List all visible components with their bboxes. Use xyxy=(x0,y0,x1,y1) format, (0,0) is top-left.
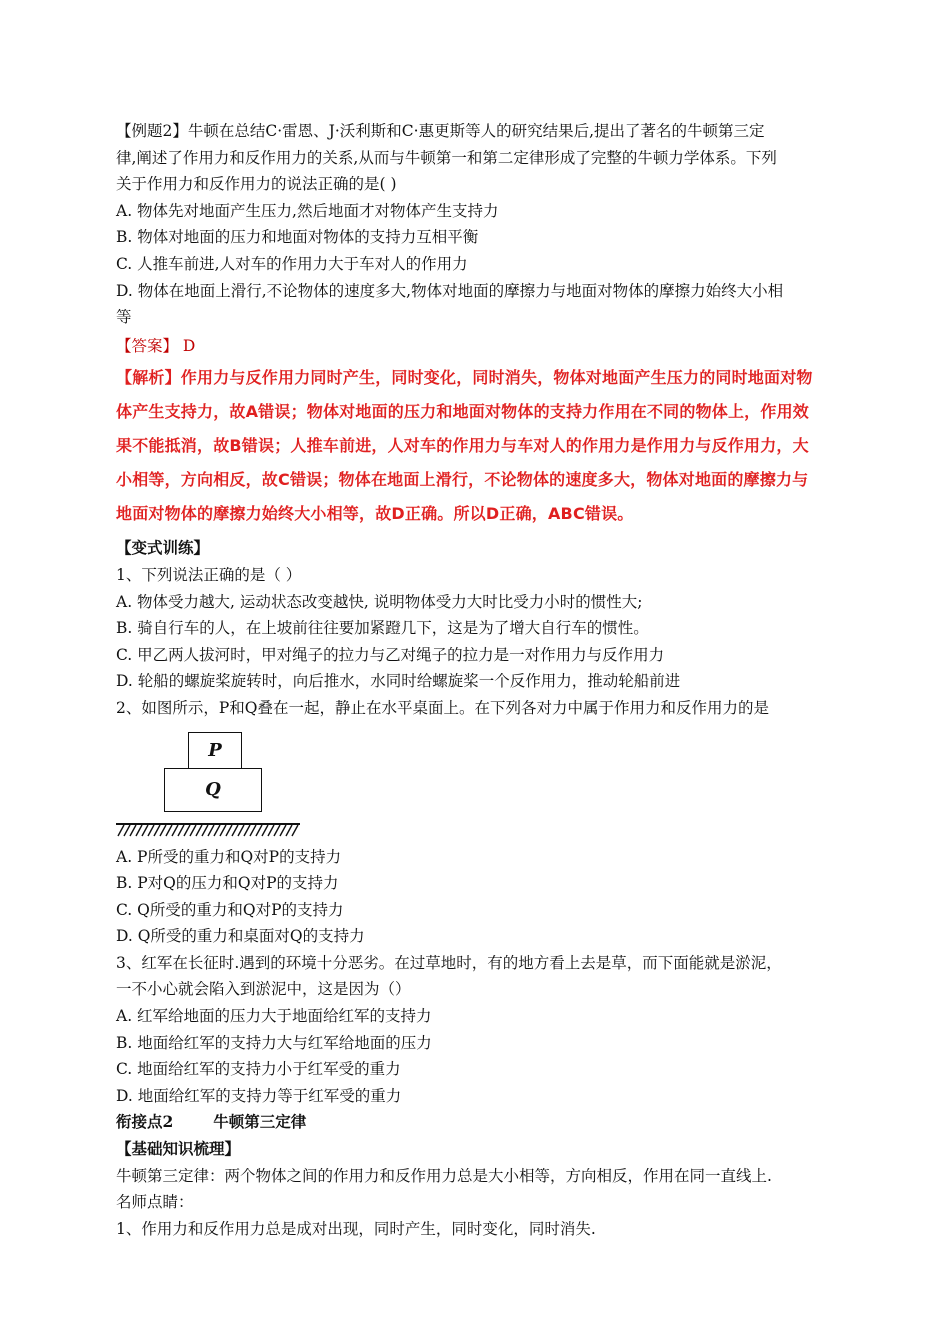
q1-option-c: C. 甲乙两人拔河时，甲对绳子的拉力与乙对绳子的拉力是一对作用力与反作用力 xyxy=(116,645,665,664)
q2-option-d: D. Q所受的重力和桌面对Q的支持力 xyxy=(116,927,365,946)
q2-option-c: C. Q所受的重力和Q对P的支持力 xyxy=(116,900,344,919)
section-heading xyxy=(116,1109,846,1136)
q3-stem-line: 3、红军在长征时.遇到的环境十分恶劣。在过草地时，有的地方看上去是草，而下面能就是淤泥， xyxy=(116,953,782,972)
analysis-line: 果不能抵消，故B错误；人推车前进，人对车的作用力与车对人的作用力是作用力与反作用力，大 xyxy=(116,436,809,456)
variant-title: 【变式训练】 xyxy=(116,538,210,558)
q2-option-a: A. P所受的重力和Q对P的支持力 xyxy=(116,847,342,866)
analysis-line: 【解析】作用力与反作用力同时产生，同时变化，同时消失，物体对地面产生压力的同时地面对物 xyxy=(116,368,813,388)
q3-option-a: A. 红军给地面的压力大于地面给红军的支持力 xyxy=(116,1007,432,1026)
q2-figure-blocks xyxy=(116,726,306,844)
ground-hatch xyxy=(116,822,302,838)
example-2-option-b: B. 物体对地面的压力和地面对物体的支持力互相平衡 xyxy=(116,228,479,247)
q3-option-b: B. 地面给红军的支持力大与红军给地面的压力 xyxy=(116,1033,432,1052)
q1-option-b: B. 骑自行车的人，在上坡前往往要加紧蹬几下，这是为了增大自行车的惯性。 xyxy=(116,619,649,638)
analysis-line: 小相等，方向相反，故C错误；物体在地面上滑行，不论物体的速度多大，物体对地面的摩擦力与 xyxy=(116,470,809,490)
example-2-answer: 【答案】 D xyxy=(116,336,196,355)
block-q: Q xyxy=(164,768,262,812)
section-newton-third-law xyxy=(116,1109,846,1242)
q3-option-d: D. 地面给红军的支持力等于红军受的重力 xyxy=(116,1086,402,1105)
example-2-option-d: D. 物体在地面上滑行,不论物体的速度多大,物体对地面的摩擦力与地面对物体的摩擦力始终大小相 xyxy=(116,281,784,300)
q1-stem: 1、下列说法正确的是（ ） xyxy=(116,565,302,584)
document-page xyxy=(116,118,846,1242)
tip-1: 1、作用力和反作用力总是成对出现，同时产生，同时变化，同时消失. xyxy=(116,1219,596,1238)
analysis-line: 体产生支持力，故A错误；物体对地面的压力和地面对物体的支持力作用在不同的物体上，作用效 xyxy=(116,402,809,422)
tips-label: 名师点睛： xyxy=(116,1193,194,1212)
block-p: P xyxy=(188,732,242,770)
analysis-line: 地面对物体的摩擦力始终大小相等，故D正确。所以D正确，ABC错误。 xyxy=(116,504,634,524)
example-2-option-c: C. 人推车前进,人对车的作用力大于车对人的作用力 xyxy=(116,254,468,273)
example-2 xyxy=(116,118,846,531)
section-heading-number: 衔接点2 xyxy=(116,1112,174,1132)
newton-third-law-statement: 牛顿第三定律：两个物体之间的作用力和反作用力总是大小相等，方向相反，作用在同一直线上. xyxy=(116,1166,772,1185)
q3-stem-line: 一不小心就会陷入到淤泥中，这是因为（） xyxy=(116,980,411,999)
example-2-option-a: A. 物体先对地面产生压力,然后地面才对物体产生支持力 xyxy=(116,201,499,220)
example-2-stem-line: 关于作用力和反作用力的说法正确的是( ) xyxy=(116,175,397,194)
variant-training xyxy=(116,535,846,1109)
example-2-option-d-cont: 等 xyxy=(116,308,132,327)
example-2-analysis xyxy=(116,361,846,531)
q2-option-b: B. P对Q的压力和Q对P的支持力 xyxy=(116,874,339,893)
q1-option-a: A. 物体受力越大, 运动状态改变越快, 说明物体受力大时比受力小时的惯性大; xyxy=(116,592,643,611)
example-2-stem-line: 律,阐述了作用力和反作用力的关系,从而与牛顿第一和第二定律形成了完整的牛顿力学体系。下列 xyxy=(116,148,777,167)
q2-stem: 2、如图所示，P和Q叠在一起，静止在水平桌面上。在下列各对力中属于作用力和反作用力的是 xyxy=(116,698,770,717)
basics-title: 【基础知识梳理】 xyxy=(116,1139,241,1159)
section-heading-title: 牛顿第三定律 xyxy=(213,1112,307,1132)
example-2-stem-line: 【例题2】牛顿在总结C·雷恩、J·沃利斯和C·惠更斯等人的研究结果后,提出了著名的牛顿第三定 xyxy=(116,122,765,140)
q3-option-c: C. 地面给红军的支持力小于红军受的重力 xyxy=(116,1060,401,1079)
q1-option-d: D. 轮船的螺旋桨旋转时，向后推水，水同时给螺旋桨一个反作用力，推动轮船前进 xyxy=(116,672,681,691)
